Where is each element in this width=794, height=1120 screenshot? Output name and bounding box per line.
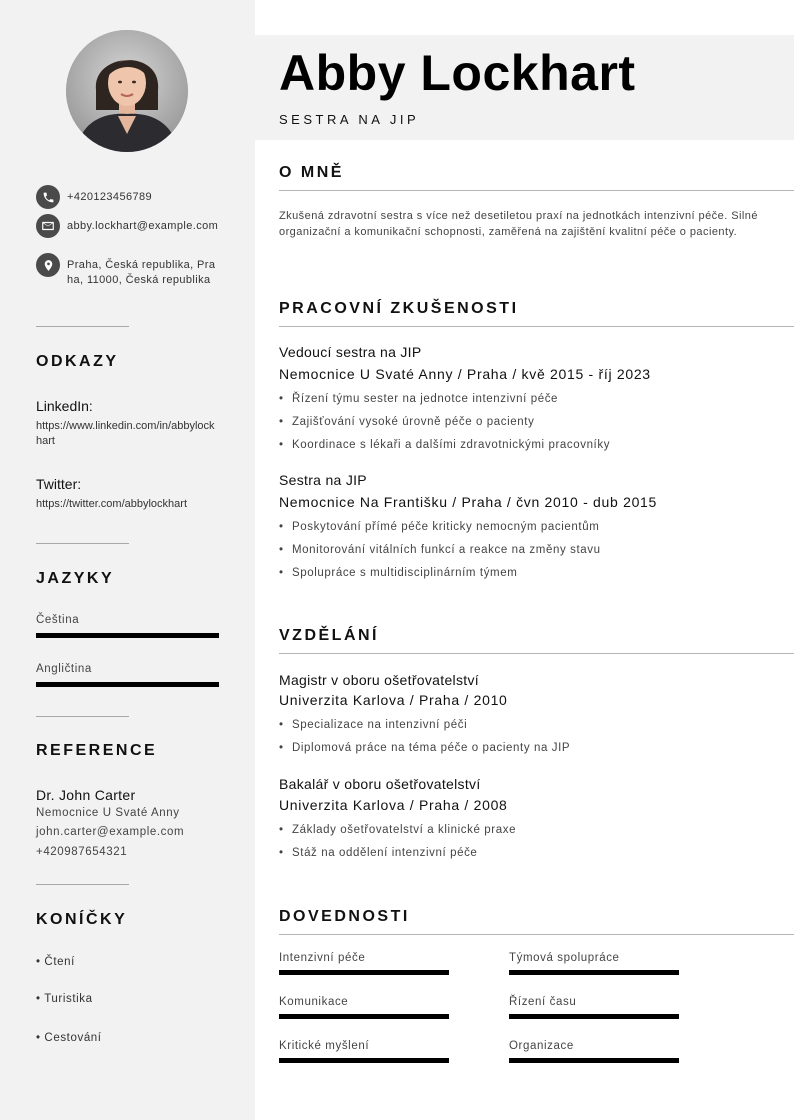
reference-phone[interactable]: +420987654321 — [36, 846, 128, 858]
divider — [36, 716, 129, 717]
skill-label: Týmová spolupráce — [509, 952, 620, 964]
skill-label: Komunikace — [279, 996, 349, 1008]
section-rule — [279, 190, 794, 191]
candidate-name: Abby Lockhart — [279, 45, 636, 101]
education-bullet: • Diplomová práce na téma péče o pacienty na JIP — [279, 742, 571, 754]
about-heading: O MNĚ — [279, 164, 344, 181]
candidate-title: SESTRA NA JIP — [279, 112, 420, 127]
education-bullet-text: Stáž na oddělení intenzivní péče — [292, 847, 478, 859]
experience-heading: PRACOVNÍ ZKUŠENOSTI — [279, 300, 519, 317]
section-rule — [279, 326, 794, 327]
skill-level-bar — [279, 970, 449, 975]
education-bullet: • Specializace na intenzivní péči — [279, 719, 468, 731]
languages-heading: JAZYKY — [36, 570, 115, 587]
contact-phone — [36, 185, 219, 209]
hobby-label: Turistika — [44, 993, 93, 1005]
language-level-bar — [36, 633, 219, 638]
reference-name: Dr. John Carter — [36, 787, 136, 803]
job-bullet: • Zajišťování vysoké úrovně péče o pacienty — [279, 416, 535, 428]
contact-address — [36, 253, 219, 288]
job-bullet: • Spolupráce s multidisciplinárním týmem — [279, 567, 518, 579]
language-level-bar — [36, 682, 219, 687]
job-bullet-text: Poskytování přímé péče kriticky nemocným pacientům — [292, 521, 600, 533]
job-bullet: • Koordinace s lékaři a dalšími zdravotnickými pracovníky — [279, 439, 611, 451]
phone-text[interactable]: +420123456789 — [67, 191, 153, 203]
job-bullet: • Monitorování vitálních funkcí a reakce na změny stavu — [279, 544, 601, 556]
contact-email — [36, 214, 219, 238]
education-details: Univerzita Karlova / Praha / 2010 — [279, 692, 508, 708]
hobby-item: • Čtení — [36, 956, 75, 968]
sidebar — [0, 0, 255, 1120]
education-bullet-text: Základy ošetřovatelství a klinické praxe — [292, 824, 517, 836]
linkedin-link[interactable]: https://www.linkedin.com/in/abbylockhart — [36, 420, 215, 447]
skills-heading: DOVEDNOSTI — [279, 908, 410, 925]
job-bullet: • Řízení týmu sester na jednotce intenzivní péče — [279, 393, 559, 405]
education-bullet: • Základy ošetřovatelství a klinické praxe — [279, 824, 517, 836]
mail-icon — [36, 214, 60, 238]
education-degree: Bakalář v oboru ošetřovatelství — [279, 776, 481, 792]
phone-icon — [36, 185, 60, 209]
job-bullet-text: Řízení týmu sester na jednotce intenzivní péče — [292, 393, 559, 405]
linkedin-label: LinkedIn: — [36, 398, 93, 414]
job-details: Nemocnice Na Františku / Praha / čvn 2010 - dub 2015 — [279, 494, 658, 510]
hobby-label: Čtení — [44, 956, 75, 968]
hobbies-heading: KONÍČKY — [36, 911, 128, 928]
education-degree: Magistr v oboru ošetřovatelství — [279, 672, 479, 688]
reference-organization: Nemocnice U Svaté Anny — [36, 807, 180, 819]
job-bullet: • Poskytování přímé péče kriticky nemocným pacientům — [279, 521, 600, 533]
hobby-item: • Cestování — [36, 1032, 102, 1044]
skill-level-bar — [509, 1014, 679, 1019]
section-rule — [279, 653, 794, 654]
profile-photo — [66, 30, 188, 152]
language-label: Angličtina — [36, 663, 92, 675]
job-position: Sestra na JIP — [279, 472, 367, 488]
location-pin-icon — [36, 253, 60, 277]
twitter-link[interactable]: https://twitter.com/abbylockhart — [36, 498, 188, 510]
divider — [36, 543, 129, 544]
education-bullet-text: Diplomová práce na téma péče o pacienty na JIP — [292, 742, 571, 754]
skill-level-bar — [509, 1058, 679, 1063]
skill-label: Organizace — [509, 1040, 574, 1052]
about-text: Zkušená zdravotní sestra s více než desetiletou praxí na jednotkách intenzivní péče. Silné organizační a komunikační schopnosti, zaměřená na zajištění kvalitní péče o pacienty. — [279, 210, 758, 238]
email-text[interactable]: abby.lockhart@example.com — [67, 220, 219, 232]
skill-label: Intenzivní péče — [279, 952, 366, 964]
address-text: Praha, Česká republika, Praha, 11000, Česká republika — [67, 259, 216, 286]
skill-level-bar — [279, 1058, 449, 1063]
job-bullet-text: Zajišťování vysoké úrovně péče o pacienty — [292, 416, 535, 428]
job-position: Vedoucí sestra na JIP — [279, 344, 422, 360]
skill-label: Řízení času — [509, 996, 577, 1008]
skill-label: Kritické myšlení — [279, 1040, 370, 1052]
job-details: Nemocnice U Svaté Anny / Praha / kvě 2015 - říj 2023 — [279, 366, 651, 382]
job-bullet-text: Monitorování vitálních funkcí a reakce na změny stavu — [292, 544, 601, 556]
references-heading: REFERENCE — [36, 742, 158, 759]
skill-level-bar — [279, 1014, 449, 1019]
skill-level-bar — [509, 970, 679, 975]
divider — [36, 884, 129, 885]
twitter-label: Twitter: — [36, 476, 82, 492]
links-heading: ODKAZY — [36, 353, 119, 370]
hobby-item: • Turistika — [36, 993, 93, 1005]
job-bullet-text: Spolupráce s multidisciplinárním týmem — [292, 567, 518, 579]
section-rule — [279, 934, 794, 935]
education-bullet-text: Specializace na intenzivní péči — [292, 719, 468, 731]
reference-email[interactable]: john.carter@example.com — [36, 826, 185, 838]
job-bullet-text: Koordinace s lékaři a dalšími zdravotnickými pracovníky — [292, 439, 611, 451]
hobby-label: Cestování — [44, 1032, 102, 1044]
language-label: Čeština — [36, 614, 80, 626]
education-bullet: • Stáž na oddělení intenzivní péče — [279, 847, 478, 859]
education-details: Univerzita Karlova / Praha / 2008 — [279, 797, 508, 813]
divider — [36, 326, 129, 327]
education-heading: VZDĚLÁNÍ — [279, 627, 379, 644]
